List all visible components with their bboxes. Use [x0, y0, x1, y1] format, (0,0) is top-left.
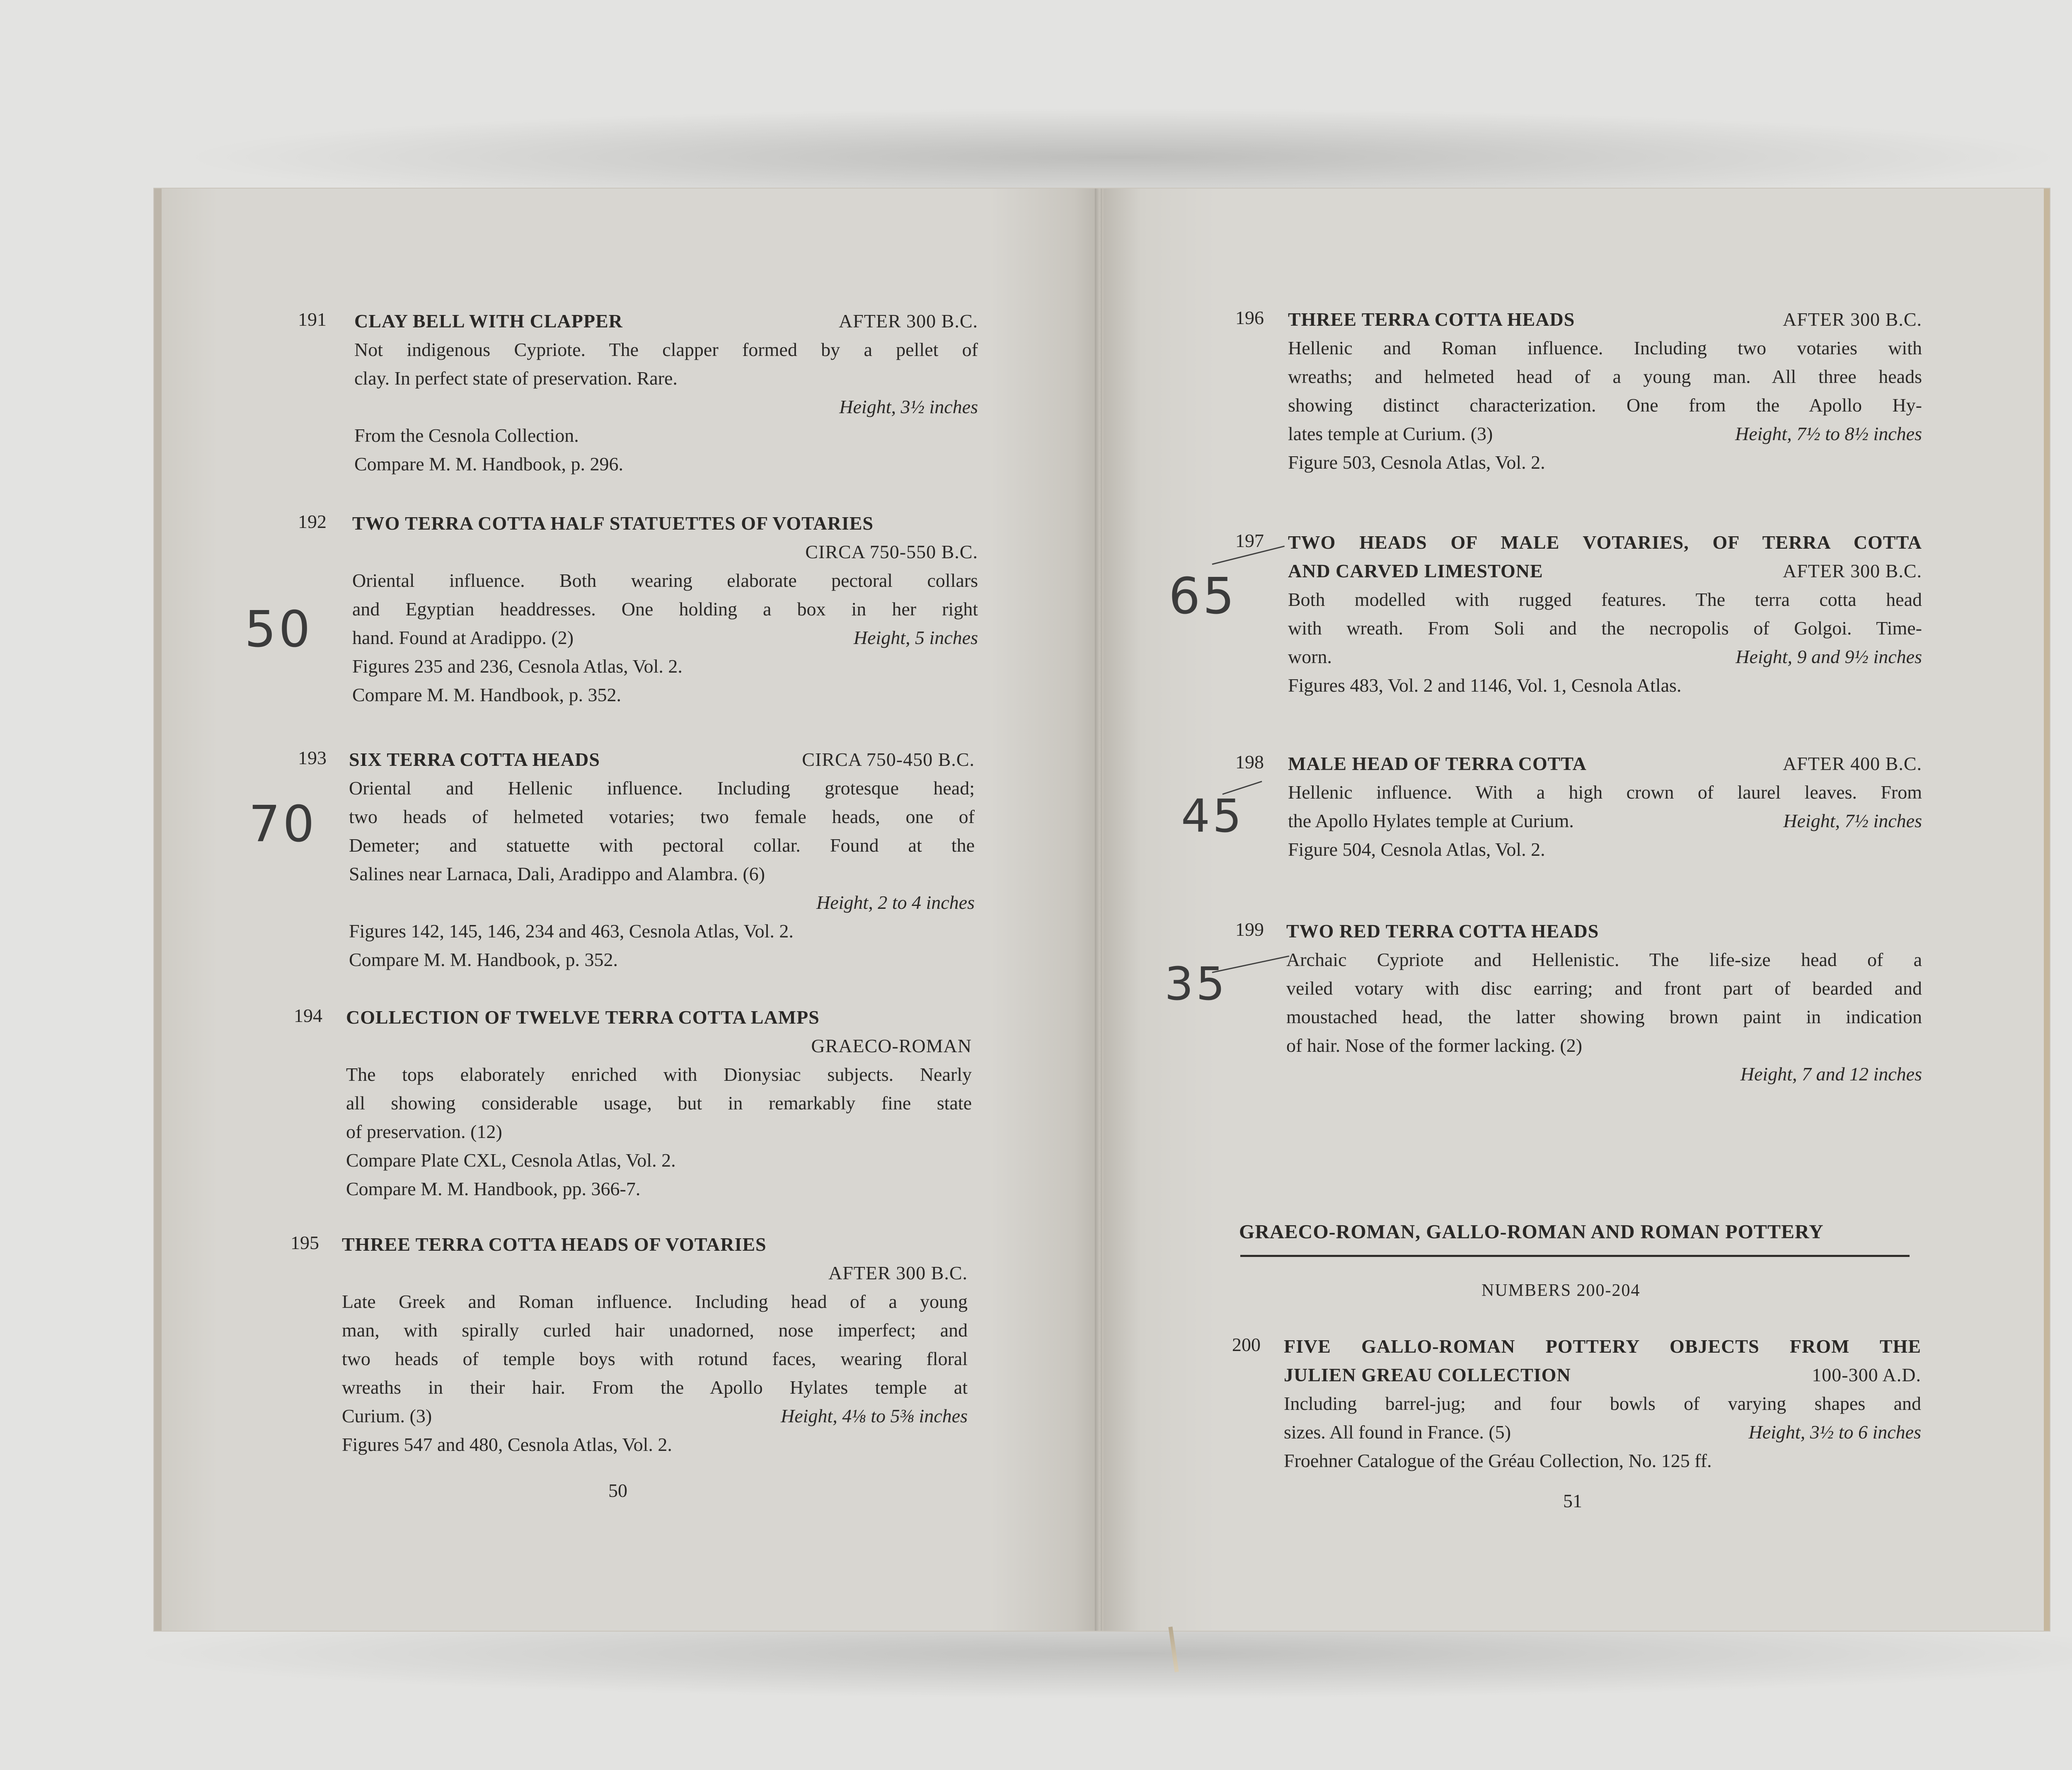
lot-height: Height, 3½ inches	[839, 396, 978, 417]
lot-description-line: Demeter; and statuette with pectoral collar. Found at the	[349, 835, 975, 856]
lot-entry-193	[349, 745, 975, 974]
lot-description-line: Including barrel-jug; and four bowls of varying shapes and	[1284, 1393, 1921, 1414]
lot-reference: Figure 504, Cesnola Atlas, Vol. 2.	[1288, 839, 1545, 860]
lot-title: TWO HEADS OF MALE VOTARIES, OF TERRA COTTA	[1288, 532, 1922, 553]
lot-title: COLLECTION OF TWELVE TERRA COTTA LAMPS	[346, 1007, 820, 1028]
page-number-right: 51	[1563, 1490, 1582, 1511]
lot-date: AFTER 300 B.C.	[828, 1262, 968, 1283]
lot-description-line: man, with spirally curled hair unadorned, nose imperfect; and	[342, 1320, 968, 1341]
lot-entry-192	[352, 509, 978, 709]
lot-height: Height, 9 and 9½ inches	[1736, 646, 1922, 667]
lot-height: Height, 7½ inches	[1783, 810, 1922, 831]
lot-description-line: Both modelled with rugged features. The terra cotta head	[1288, 589, 1922, 610]
lot-number: 191	[298, 309, 327, 330]
lot-height: Height, 2 to 4 inches	[816, 892, 975, 913]
section-heading: GRAECO-ROMAN, GALLO-ROMAN AND ROMAN POTTERY	[1239, 1221, 1824, 1243]
lot-entry-199	[1286, 917, 1922, 1088]
lot-number: 198	[1235, 751, 1264, 772]
lot-number: 192	[298, 511, 327, 532]
lot-number: 194	[294, 1005, 322, 1026]
lot-reference: Figure 503, Cesnola Atlas, Vol. 2.	[1288, 452, 1545, 473]
lot-title: SIX TERRA COTTA HEADS	[349, 749, 600, 770]
section-subheading: NUMBERS 200-204	[1481, 1281, 1641, 1300]
lot-title: THREE TERRA COTTA HEADS	[1288, 309, 1575, 330]
lot-reference: Compare M. M. Handbook, pp. 366-7.	[346, 1178, 641, 1199]
lot-reference: From the Cesnola Collection.	[354, 425, 579, 446]
lot-description-line: with wreath. From Soli and the necropolis of Golgoi. Time-	[1288, 617, 1922, 639]
handwritten-price: 45	[1181, 789, 1244, 843]
lot-date: CIRCA 750-550 B.C.	[805, 541, 978, 562]
handwritten-price: 70	[249, 796, 317, 853]
lot-date: AFTER 300 B.C.	[1782, 560, 1922, 581]
lot-number: 200	[1232, 1334, 1261, 1355]
lot-description-line: Archaic Cypriote and Hellenistic. The life-size head of a	[1286, 949, 1922, 970]
lot-title: THREE TERRA COTTA HEADS OF VOTARIES	[342, 1234, 767, 1255]
lot-height: Height, 7½ to 8½ inches	[1735, 423, 1922, 444]
lot-number: 193	[298, 747, 327, 768]
lot-date: AFTER 300 B.C.	[838, 310, 978, 332]
lot-entry-194	[346, 1003, 972, 1203]
lot-description-line: and Egyptian headdresses. One holding a box in her right	[352, 598, 978, 620]
lot-description-line: showing distinct characterization. One from the Apollo Hy-	[1288, 395, 1922, 416]
lot-title-continued: JULIEN GREAU COLLECTION	[1284, 1364, 1571, 1385]
handwritten-price: 65	[1169, 568, 1237, 625]
lot-description-line: Oriental influence. Both wearing elaborate pectoral collars	[352, 570, 978, 591]
lot-description-line: Hellenic and Roman influence. Including two votaries with	[1288, 337, 1922, 358]
lot-entry-191	[354, 307, 978, 478]
lot-number: 197	[1235, 530, 1264, 551]
lot-number: 196	[1235, 307, 1264, 328]
lot-height: Height, 7 and 12 inches	[1740, 1063, 1922, 1085]
lot-reference: Compare Plate CXL, Cesnola Atlas, Vol. 2.	[346, 1150, 676, 1171]
lot-reference: Figures 483, Vol. 2 and 1146, Vol. 1, Cesnola Atlas.	[1288, 675, 1682, 696]
lot-title-continued: AND CARVED LIMESTONE	[1288, 560, 1543, 581]
lot-description-line: all showing considerable usage, but in remarkably fine state	[346, 1092, 972, 1114]
lot-date: AFTER 400 B.C.	[1782, 753, 1922, 774]
book-gutter	[1095, 189, 1104, 1631]
lot-height: Height, 5 inches	[853, 627, 978, 648]
lot-description-line: sizes. All found in France. (5)	[1284, 1421, 1511, 1443]
lot-entry-195	[342, 1230, 968, 1459]
lot-description-line: hand. Found at Aradippo. (2)	[352, 627, 574, 648]
lot-reference: Figures 547 and 480, Cesnola Atlas, Vol. 2.	[342, 1434, 672, 1455]
lot-reference: Compare M. M. Handbook, p. 352.	[352, 684, 622, 705]
lot-description-line: The tops elaborately enriched with Dionysiac subjects. Nearly	[346, 1064, 972, 1085]
lot-entry-196	[1288, 305, 1922, 477]
lot-number: 195	[290, 1232, 319, 1253]
lot-reference: Figures 235 and 236, Cesnola Atlas, Vol. 2.	[352, 656, 683, 677]
lot-reference: Compare M. M. Handbook, p. 296.	[354, 453, 624, 475]
lot-entry-197	[1288, 528, 1922, 700]
lot-description-line: wreaths; and helmeted head of a young man. All three heads	[1288, 366, 1922, 387]
lot-description-line: two heads of helmeted votaries; two female heads, one of	[349, 806, 975, 827]
lot-date: CIRCA 750-450 B.C.	[802, 749, 975, 770]
lot-description-line: Not indigenous Cypriote. The clapper formed by a pellet of	[354, 339, 978, 360]
section-rule	[1240, 1255, 1910, 1257]
lot-description-line: two heads of temple boys with rotund faces, wearing floral	[342, 1348, 968, 1369]
lot-description-line: Late Greek and Roman influence. Including head of a young	[342, 1291, 968, 1312]
lot-description-line: clay. In perfect state of preservation. Rare.	[354, 368, 678, 389]
lot-entry-200	[1284, 1332, 1921, 1475]
lot-height: Height, 4⅛ to 5⅜ inches	[781, 1405, 968, 1426]
lot-description-line: the Apollo Hylates temple at Curium.	[1288, 810, 1574, 831]
lot-description-line: moustached head, the latter showing brown paint in indication	[1286, 1006, 1922, 1027]
lot-description-line: of preservation. (12)	[346, 1121, 502, 1142]
lot-title: CLAY BELL WITH CLAPPER	[354, 310, 623, 332]
lot-reference: Compare M. M. Handbook, p. 352.	[349, 949, 618, 970]
lot-description-line: Salines near Larnaca, Dali, Aradippo and Alambra. (6)	[349, 863, 765, 884]
lot-description-line: worn.	[1288, 646, 1332, 667]
lot-title: TWO RED TERRA COTTA HEADS	[1286, 920, 1599, 942]
lot-reference: Figures 142, 145, 146, 234 and 463, Cesnola Atlas, Vol. 2.	[349, 920, 794, 942]
lot-date: GRAECO-ROMAN	[811, 1035, 972, 1056]
lot-description-line: veiled votary with disc earring; and front part of bearded and	[1286, 978, 1922, 999]
lot-title: MALE HEAD OF TERRA COTTA	[1288, 753, 1587, 774]
lot-description-line: Oriental and Hellenic influence. Including grotesque head;	[349, 777, 975, 799]
lot-description-line: of hair. Nose of the former lacking. (2)	[1286, 1035, 1583, 1056]
lot-description-line: Curium. (3)	[342, 1405, 432, 1426]
lot-title: FIVE GALLO-ROMAN POTTERY OBJECTS FROM THE	[1284, 1336, 1921, 1357]
lot-description-line: Hellenic influence. With a high crown of laurel leaves. From	[1288, 782, 1922, 803]
lot-date: AFTER 300 B.C.	[1782, 309, 1922, 330]
page-number-left: 50	[608, 1480, 627, 1501]
handwritten-price: 50	[244, 601, 313, 659]
lot-description-line: wreaths in their hair. From the Apollo Hylates temple at	[342, 1377, 968, 1398]
lot-height: Height, 3½ to 6 inches	[1748, 1421, 1921, 1443]
handwritten-price: 35	[1164, 957, 1227, 1010]
lot-date: 100-300 A.D.	[1812, 1364, 1921, 1385]
lot-entry-198	[1288, 749, 1922, 864]
lot-reference: Froehner Catalogue of the Gréau Collection, No. 125 ff.	[1284, 1450, 1712, 1471]
lot-number: 199	[1235, 919, 1264, 940]
lot-title: TWO TERRA COTTA HALF STATUETTES OF VOTARIES	[352, 513, 874, 534]
lot-description-line: lates temple at Curium. (3)	[1288, 423, 1493, 444]
